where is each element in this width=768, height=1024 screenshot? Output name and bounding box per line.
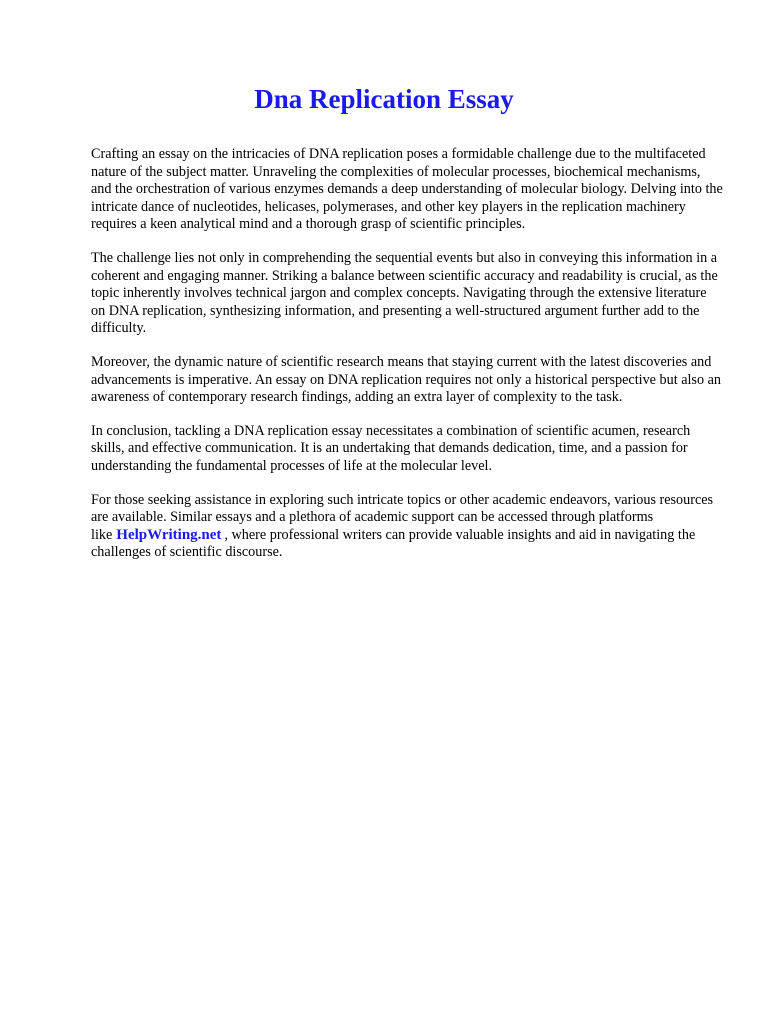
document-body [91, 146, 723, 578]
paragraph-2: The challenge lies not only in comprehending the sequential events but also in conveying this information in a coherent and engaging manner. Striking a balance between scientific accuracy and readability is crucial, as the topic inherently involves technical jargon and complex concepts. Navigating through the extensive literature on DNA replication, synthesizing information, and presenting a well-structured argument further add to the difficulty. [91, 249, 718, 337]
paragraph-5-after-link: , where professional writers can provide valuable insights and aid in navigating the challenges of scientific discourse. [91, 526, 696, 561]
helpwriting-link[interactable]: HelpWriting.net [116, 526, 222, 543]
document-title: Dna Replication Essay [254, 84, 514, 114]
paragraph-4: In conclusion, tackling a DNA replication essay necessitates a combination of scientific acumen, research skills, and effective communication. It is an undertaking that demands dedication, time, and a passion for understanding the fundamental processes of life at the molecular level. [91, 422, 691, 474]
paragraph-3: Moreover, the dynamic nature of scientific research means that staying current with the latest discoveries and advancements is imperative. An essay on DNA replication requires not only a historical perspective but also an awareness of contemporary research findings, adding an extra layer of complexity to the task. [91, 353, 721, 406]
paragraph-1: Crafting an essay on the intricacies of DNA replication poses a formidable challenge due to the multifaceted nature of the subject matter. Unraveling the complexities of molecular processes, biochemical mechanisms, and the orchestration of various enzymes demands a deep understanding of molecular biology. Delving into the intricate dance of nucleotides, helicases, polymerases, and other key players in the replication machinery requires a keen analytical mind and a thorough grasp of scientific principles. [91, 146, 723, 233]
paragraph-5-before-link: For those seeking assistance in exploring such intricate topics or other academic endeavors, various resources are available. Similar essays and a plethora of academic support can be accessed through platforms like [91, 491, 714, 543]
paragraph-5 [91, 492, 723, 562]
